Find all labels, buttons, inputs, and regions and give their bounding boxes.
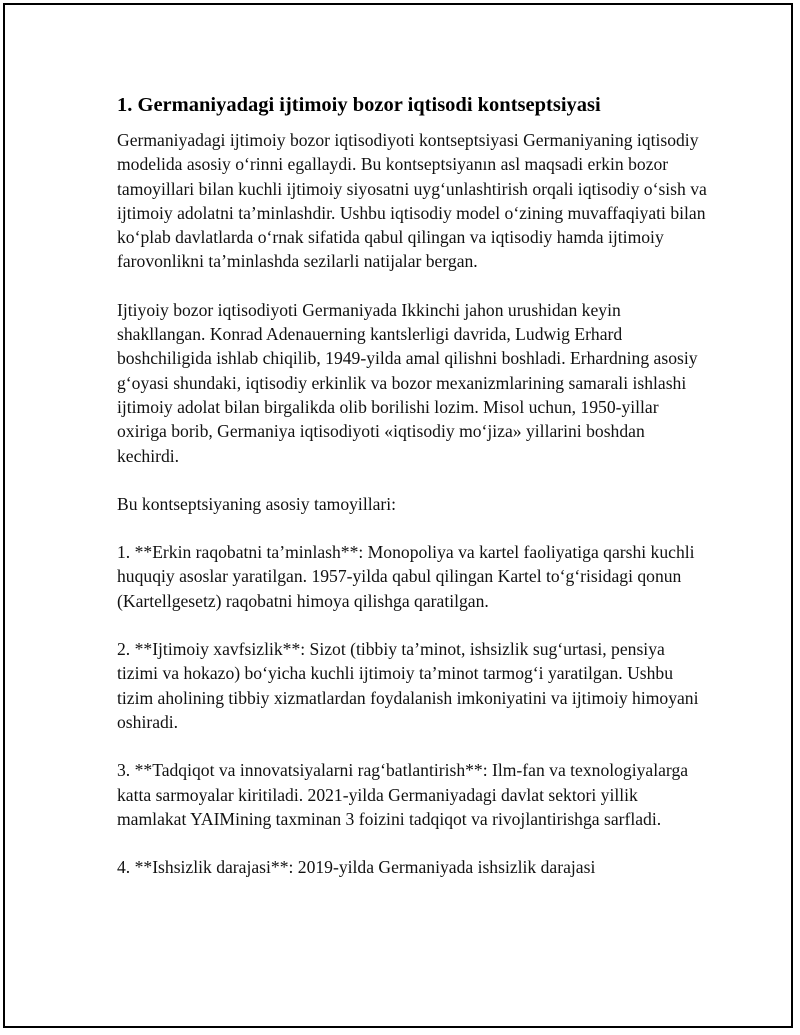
document-body	[117, 92, 707, 903]
list-item-competition: 1. **Erkin raqobatni ta’minlash**: Monopoliya va kartel faoliyatiga qarshi kuchli huquqiy asoslar yaratilgan. 1957-yilda qabul qilingan Kartel to‘g‘risidagi qonun (Kartellgesetz) raqobatni himoya qilishga qaratilgan.	[117, 542, 695, 611]
paragraph-principles-heading: Bu kontseptsiyaning asosiy tamoyillari:	[117, 493, 397, 514]
list-item-unemployment: 4. **Ishsizlik darajasi**: 2019-yilda Germaniyada ishsizlik darajasi	[117, 857, 596, 878]
list-item-social-security: 2. **Ijtimoiy xavfsizlik**: Sizot (tibbiy ta’minot, ishsizlik sug‘urtasi, pensiya tizimi va hokazo) bo‘yicha kuchli ijtimoiy ta’minot tarmog‘i yaratilgan. Ushbu tizim aholining tibbiy xizmatlardan foydalanish imkoniyatini va ijtimoiy himoyani oshiradi.	[117, 639, 699, 732]
paragraph-intro: Germaniyadagi ijtimoiy bozor iqtisodiyoti kontseptsiyasi Germaniyaning iqtisodiy modelida asosiy o‘rinni egallaydi. Bu kontseptsiyanın asl maqsadi erkin bozor tamoyillari bilan kuchli ijtimoiy siyosatni uyg‘unlashtirish orqali iqtisodiy o‘sish va ijtimoiy adolatni ta’minlashdir. Ushbu iqtisodiy model o‘zining muvaffaqiyati bilan ko‘plab davlatlarda o‘rnak sifatida qabul qilingan va iqtisodiy hamda ijtimoiy farovonlikni ta’minlashda sezilarli natijalar bergan.	[117, 130, 707, 272]
list-item-research-innovation: 3. **Tadqiqot va innovatsiyalarni rag‘batlantirish**: Ilm-fan va texnologiyalarga katta sarmoyalar kiritiladi. 2021-yilda Germaniyadagi davlat sektori yillik mamlakat YAIMining taxminan 3 foizini tadqiqot va rivojlantirishga sarfladi.	[117, 760, 689, 829]
document-title: 1. Germaniyadagi ijtimoiy bozor iqtisodi kontseptsiyasi	[117, 94, 601, 116]
paragraph-history: Ijtiyoiy bozor iqtisodiyoti Germaniyada Ikkinchi jahon urushidan keyin shakllangan. Konrad Adenauerning kantslerligi davrida, Ludwig Erhard boshchiligida ishlab chiqilib, 1949-yilda amal qilishni boshladi. Erhardning asosiy g‘oyasi shundaki, iqtisodiy erkinlik va bozor mexanizmlarining samarali ishlashi ijtimoiy adolat bilan birgalikda olib borilishi lozim. Misol uchun, 1950-yillar oxiriga borib, Germaniya iqtisodiyoti «iqtisodiy mo‘jiza» yillarini boshdan kechirdi.	[117, 299, 698, 466]
